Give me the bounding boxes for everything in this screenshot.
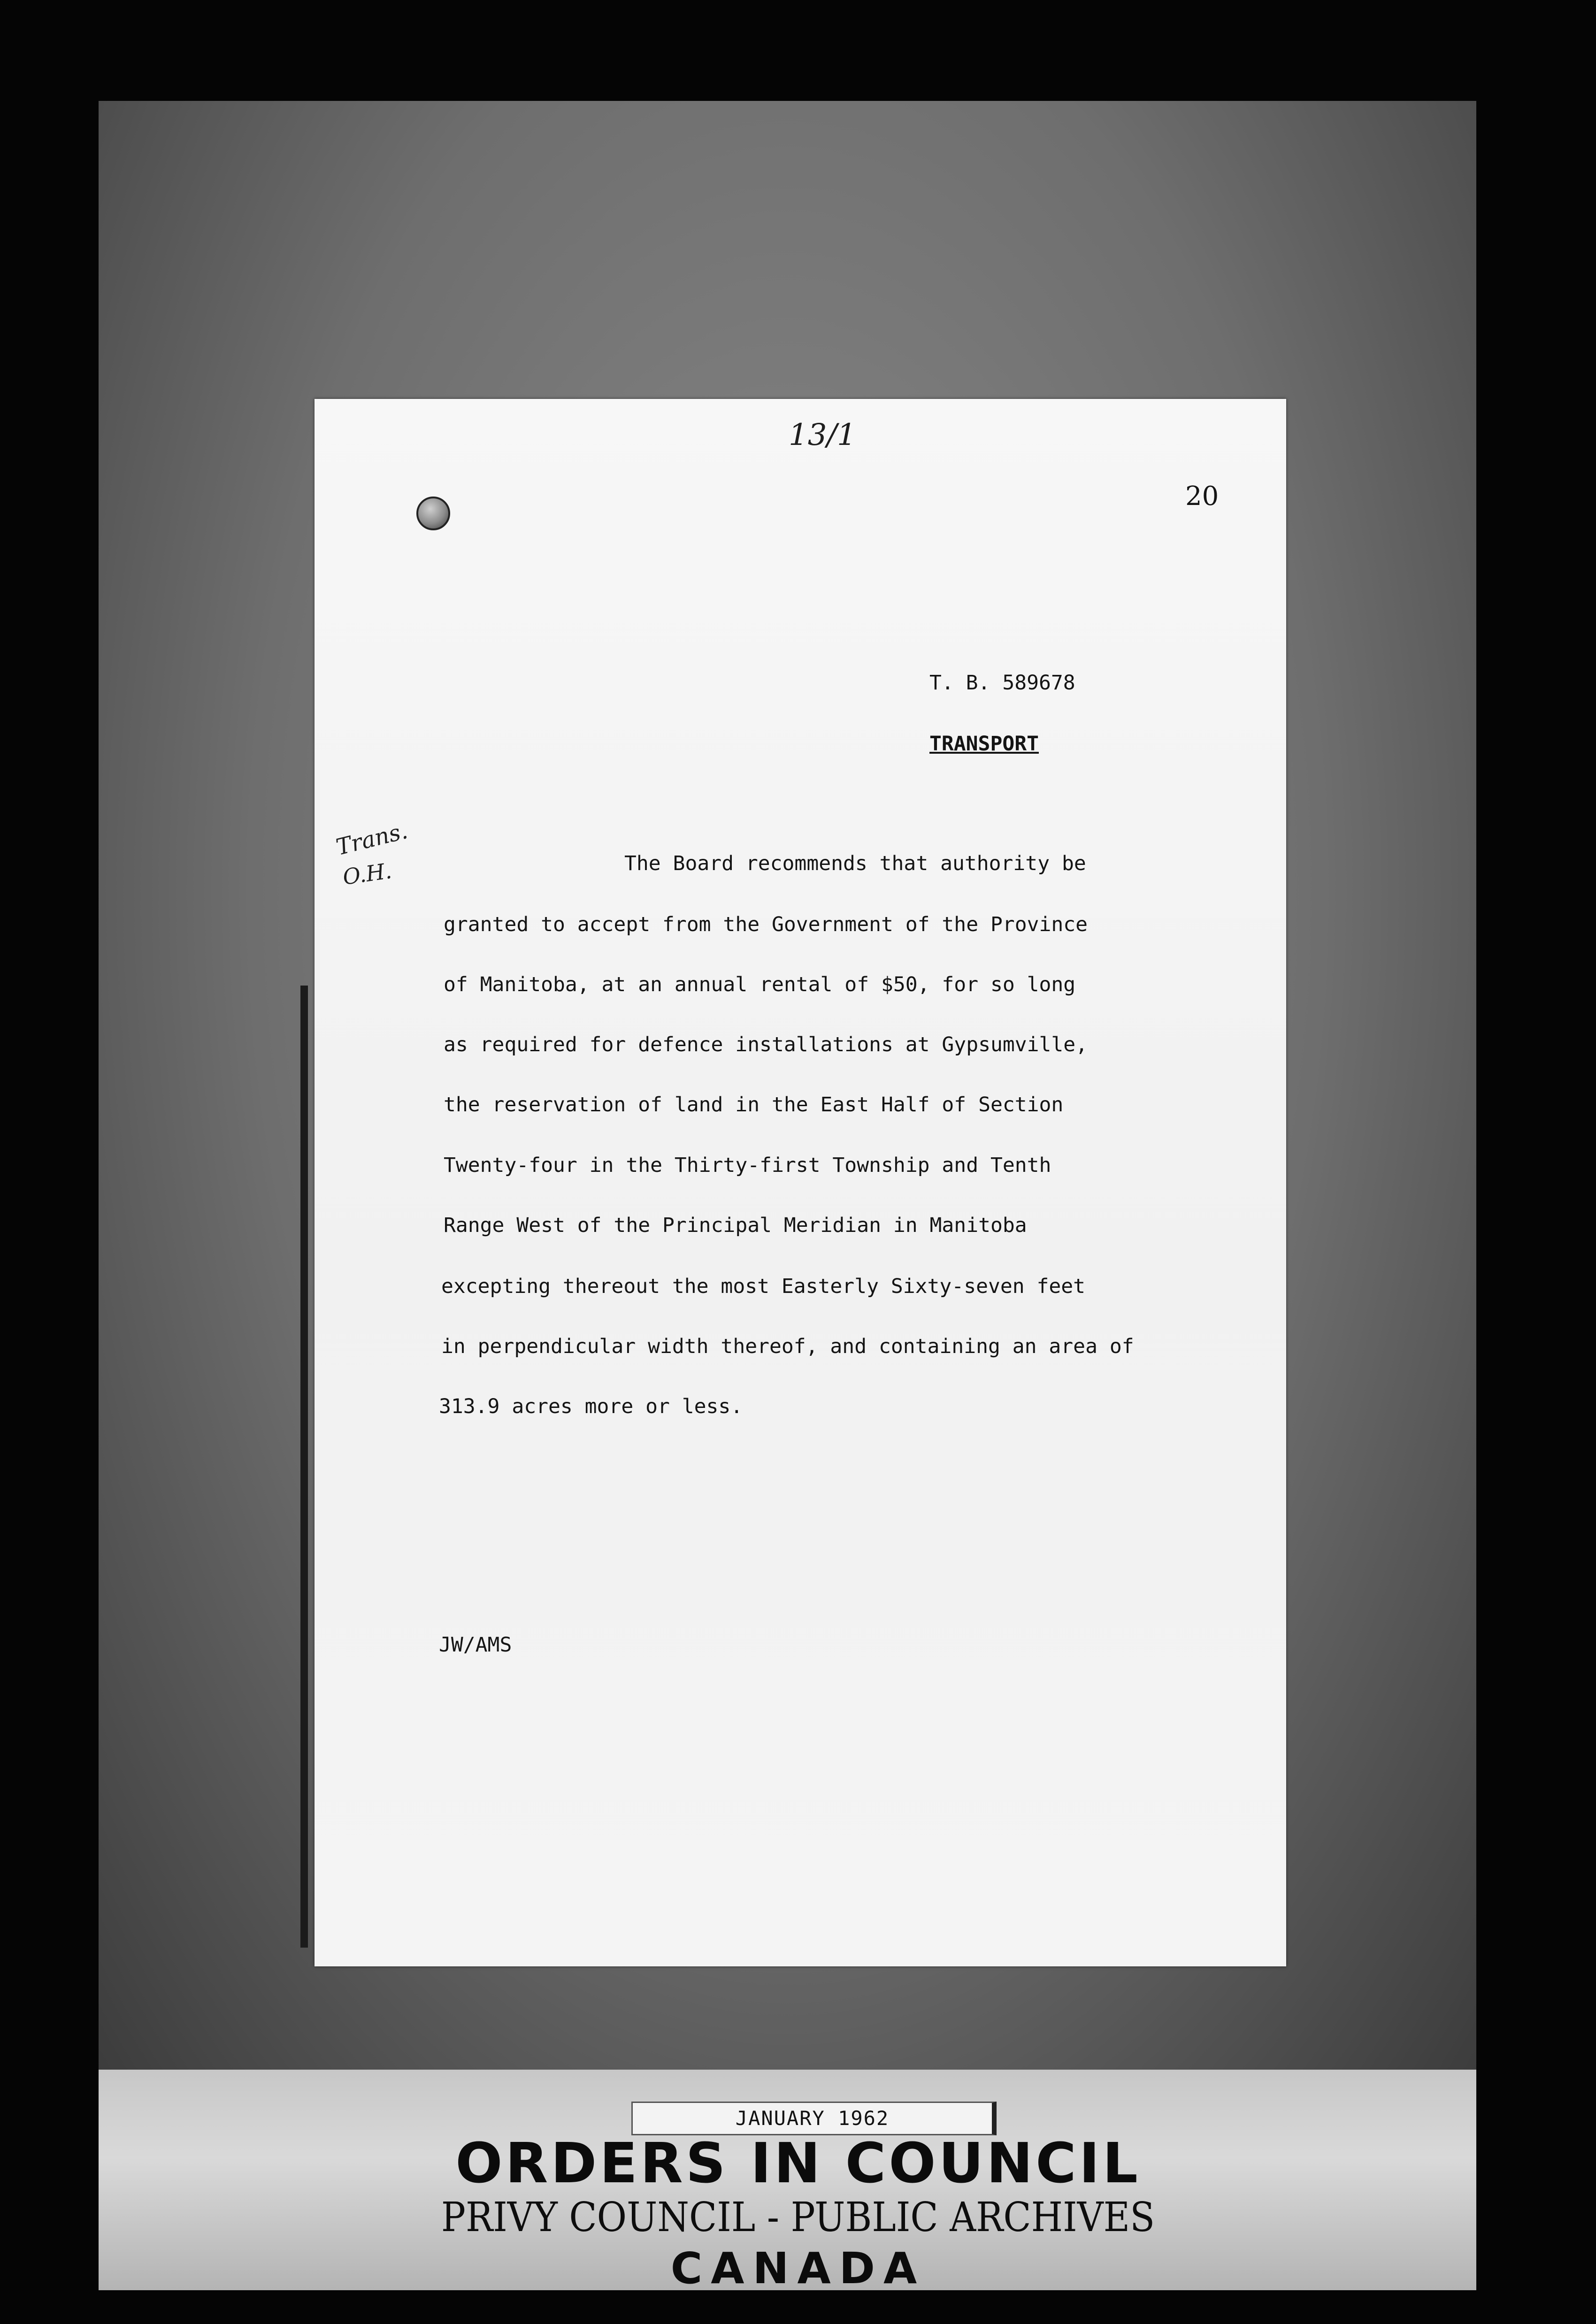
typist-initials: JW/AMS [439, 1633, 512, 1657]
body-line: Range West of the Principal Meridian in Manitoba [444, 1214, 1027, 1237]
body-line: the reservation of land in the East Half of Section [444, 1093, 1064, 1116]
date-label: JANUARY 1962 [631, 2102, 997, 2135]
margin-note-line1: Trans. [333, 818, 410, 861]
body-line: in perpendicular width thereof, and containing an area of [441, 1335, 1134, 1358]
body-line: The Board recommends that authority be [624, 852, 1086, 875]
margin-note-line2: O.H. [341, 857, 393, 890]
body-line: Twenty-four in the Thirty-first Township and Tenth [444, 1154, 1051, 1177]
page-edge-shadow [300, 986, 308, 1948]
document-page [315, 399, 1286, 1966]
archive-country: CANADA [670, 2243, 926, 2293]
body-line: excepting thereout the most Easterly Sixty-seven feet [441, 1275, 1086, 1298]
body-line: as required for defence installations at Gypsumville, [444, 1033, 1088, 1056]
punch-hole [416, 497, 450, 530]
handwritten-folio-number: 13/1 [789, 418, 856, 452]
body-line: 313.9 acres more or less. [439, 1395, 743, 1418]
body-line: granted to accept from the Government of the Province [444, 913, 1088, 936]
body-line: of Manitoba, at an annual rental of $50, for so long [444, 973, 1076, 996]
department-heading: TRANSPORT [929, 732, 1039, 756]
archive-subtitle: PRIVY COUNCIL - PUBLIC ARCHIVES [441, 2194, 1155, 2241]
page-number: 20 [1185, 481, 1219, 512]
archive-title: ORDERS IN COUNCIL [455, 2131, 1141, 2195]
reference-number: T. B. 589678 [929, 671, 1075, 695]
